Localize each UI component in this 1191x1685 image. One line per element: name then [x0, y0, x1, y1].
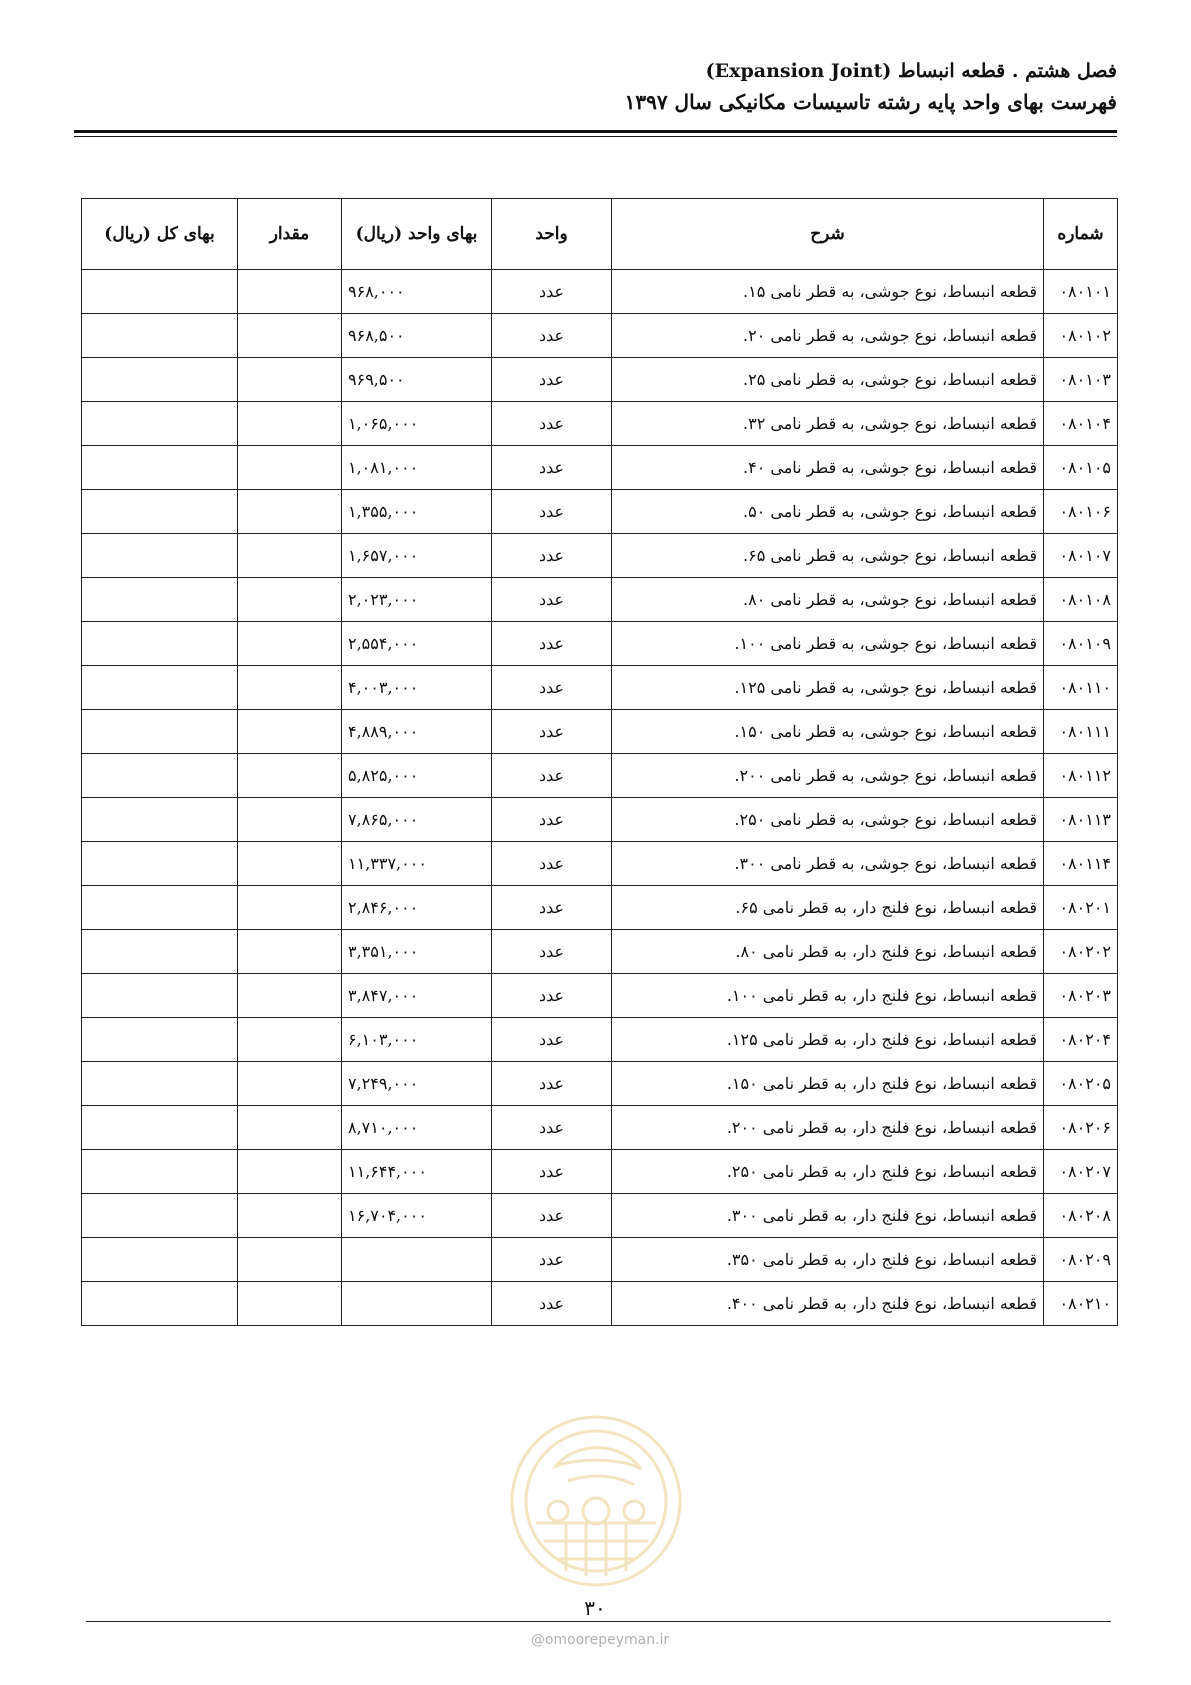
header-rule-thick	[74, 130, 1117, 133]
table-body	[82, 270, 1118, 1326]
cell-quantity	[238, 622, 342, 666]
cell-description: قطعه انبساط، نوع جوشی، به قطر نامی ۸۰.	[612, 578, 1044, 622]
cell-total-price	[82, 1018, 238, 1062]
cell-quantity	[238, 754, 342, 798]
table-row	[82, 1150, 1118, 1194]
cell-total-price	[82, 622, 238, 666]
cell-unit-price	[342, 1238, 492, 1282]
cell-quantity	[238, 402, 342, 446]
table-row	[82, 578, 1118, 622]
cell-unit: عدد	[492, 974, 612, 1018]
cell-unit: عدد	[492, 1106, 612, 1150]
cell-unit-price	[342, 1282, 492, 1326]
cell-description: قطعه انبساط، نوع فلنج دار، به قطر نامی ۴۰۰.	[612, 1282, 1044, 1326]
table-row	[82, 930, 1118, 974]
table-row	[82, 1194, 1118, 1238]
cell-description: قطعه انبساط، نوع جوشی، به قطر نامی ۱۵۰.	[612, 710, 1044, 754]
cell-unit: عدد	[492, 930, 612, 974]
table-row	[82, 666, 1118, 710]
cell-total-price	[82, 1062, 238, 1106]
website-watermark: @omoorepeyman.ir	[530, 1632, 670, 1648]
cell-total-price	[82, 270, 238, 314]
cell-total-price	[82, 666, 238, 710]
cell-unit-price: ۲,۸۴۶,۰۰۰	[342, 886, 492, 930]
cell-number: ۰۸۰۱۰۴	[1044, 402, 1118, 446]
cell-unit: عدد	[492, 886, 612, 930]
cell-quantity	[238, 710, 342, 754]
cell-unit: عدد	[492, 314, 612, 358]
chapter-title: فصل هشتم . قطعه انبساط (Expansion Joint)	[705, 60, 1117, 82]
cell-unit-price: ۷,۲۴۹,۰۰۰	[342, 1062, 492, 1106]
header-rule-thin	[74, 136, 1117, 137]
cell-total-price	[82, 886, 238, 930]
cell-unit: عدد	[492, 490, 612, 534]
cell-quantity	[238, 314, 342, 358]
cell-unit: عدد	[492, 710, 612, 754]
cell-number: ۰۸۰۱۱۴	[1044, 842, 1118, 886]
cell-description: قطعه انبساط، نوع فلنج دار، به قطر نامی ۲۰۰.	[612, 1106, 1044, 1150]
cell-unit-price: ۹۶۹,۵۰۰	[342, 358, 492, 402]
cell-total-price	[82, 1282, 238, 1326]
cell-number: ۰۸۰۱۱۰	[1044, 666, 1118, 710]
cell-description: قطعه انبساط، نوع جوشی، به قطر نامی ۴۰.	[612, 446, 1044, 490]
cell-description: قطعه انبساط، نوع فلنج دار، به قطر نامی ۸۰.	[612, 930, 1044, 974]
cell-quantity	[238, 798, 342, 842]
cell-total-price	[82, 798, 238, 842]
cell-unit: عدد	[492, 1238, 612, 1282]
cell-unit: عدد	[492, 358, 612, 402]
cell-total-price	[82, 402, 238, 446]
cell-unit-price: ۳,۸۴۷,۰۰۰	[342, 974, 492, 1018]
cell-unit-price: ۹۶۸,۰۰۰	[342, 270, 492, 314]
cell-quantity	[238, 842, 342, 886]
cell-number: ۰۸۰۲۰۵	[1044, 1062, 1118, 1106]
cell-unit: عدد	[492, 798, 612, 842]
cell-unit-price: ۴,۰۰۳,۰۰۰	[342, 666, 492, 710]
cell-unit: عدد	[492, 270, 612, 314]
cell-description: قطعه انبساط، نوع جوشی، به قطر نامی ۳۰۰.	[612, 842, 1044, 886]
cell-quantity	[238, 578, 342, 622]
cell-quantity	[238, 1150, 342, 1194]
cell-unit: عدد	[492, 754, 612, 798]
cell-number: ۰۸۰۱۰۵	[1044, 446, 1118, 490]
cell-total-price	[82, 1238, 238, 1282]
cell-unit-price: ۱۱,۳۳۷,۰۰۰	[342, 842, 492, 886]
cell-unit-price: ۶,۱۰۳,۰۰۰	[342, 1018, 492, 1062]
footer-rule	[86, 1621, 1111, 1622]
cell-description: قطعه انبساط، نوع فلنج دار، به قطر نامی ۳۰۰.	[612, 1194, 1044, 1238]
col-header-number: شماره	[1044, 199, 1118, 270]
cell-unit-price: ۲,۰۲۳,۰۰۰	[342, 578, 492, 622]
cell-quantity	[238, 490, 342, 534]
cell-number: ۰۸۰۲۰۷	[1044, 1150, 1118, 1194]
cell-quantity	[238, 930, 342, 974]
page-header	[74, 56, 1117, 118]
cell-unit-price: ۸,۷۱۰,۰۰۰	[342, 1106, 492, 1150]
cell-unit: عدد	[492, 1282, 612, 1326]
cell-number: ۰۸۰۲۰۹	[1044, 1238, 1118, 1282]
cell-description: قطعه انبساط، نوع فلنج دار، به قطر نامی ۲۵۰.	[612, 1150, 1044, 1194]
cell-total-price	[82, 534, 238, 578]
table-row	[82, 446, 1118, 490]
cell-unit-price: ۱,۰۸۱,۰۰۰	[342, 446, 492, 490]
cell-number: ۰۸۰۱۰۱	[1044, 270, 1118, 314]
table-row	[82, 1062, 1118, 1106]
cell-number: ۰۸۰۱۰۷	[1044, 534, 1118, 578]
cell-number: ۰۸۰۱۱۳	[1044, 798, 1118, 842]
cell-unit-price: ۷,۸۶۵,۰۰۰	[342, 798, 492, 842]
cell-quantity	[238, 1106, 342, 1150]
cell-number: ۰۸۰۲۰۲	[1044, 930, 1118, 974]
cell-unit: عدد	[492, 1018, 612, 1062]
cell-description: قطعه انبساط، نوع جوشی، به قطر نامی ۶۵.	[612, 534, 1044, 578]
cell-number: ۰۸۰۲۰۱	[1044, 886, 1118, 930]
cell-number: ۰۸۰۱۰۹	[1044, 622, 1118, 666]
cell-description: قطعه انبساط، نوع جوشی، به قطر نامی ۲۵۰.	[612, 798, 1044, 842]
cell-description: قطعه انبساط، نوع جوشی، به قطر نامی ۲۰۰.	[612, 754, 1044, 798]
cell-unit-price: ۱,۳۵۵,۰۰۰	[342, 490, 492, 534]
cell-total-price	[82, 1106, 238, 1150]
cell-total-price	[82, 314, 238, 358]
cell-description: قطعه انبساط، نوع فلنج دار، به قطر نامی ۱۲۵.	[612, 1018, 1044, 1062]
table-row	[82, 886, 1118, 930]
cell-quantity	[238, 886, 342, 930]
cell-description: قطعه انبساط، نوع فلنج دار، به قطر نامی ۱۵۰.	[612, 1062, 1044, 1106]
cell-quantity	[238, 1282, 342, 1326]
cell-unit-price: ۴,۸۸۹,۰۰۰	[342, 710, 492, 754]
cell-number: ۰۸۰۲۰۳	[1044, 974, 1118, 1018]
cell-description: قطعه انبساط، نوع فلنج دار، به قطر نامی ۱۰۰.	[612, 974, 1044, 1018]
cell-total-price	[82, 754, 238, 798]
table-row	[82, 1238, 1118, 1282]
cell-quantity	[238, 666, 342, 710]
cell-unit: عدد	[492, 1194, 612, 1238]
table-row	[82, 358, 1118, 402]
table-row	[82, 1018, 1118, 1062]
cell-number: ۰۸۰۱۰۲	[1044, 314, 1118, 358]
cell-unit-price: ۹۶۸,۵۰۰	[342, 314, 492, 358]
cell-total-price	[82, 1194, 238, 1238]
cell-number: ۰۸۰۲۱۰	[1044, 1282, 1118, 1326]
table-row	[82, 710, 1118, 754]
col-header-total-price: بهای کل (ریال)	[82, 199, 238, 270]
cell-total-price	[82, 710, 238, 754]
col-header-unit: واحد	[492, 199, 612, 270]
table-row	[82, 402, 1118, 446]
cell-quantity	[238, 358, 342, 402]
cell-description: قطعه انبساط، نوع فلنج دار، به قطر نامی ۶۵.	[612, 886, 1044, 930]
cell-quantity	[238, 1194, 342, 1238]
col-header-unit-price: بهای واحد (ریال)	[342, 199, 492, 270]
cell-description: قطعه انبساط، نوع فلنج دار، به قطر نامی ۳۵۰.	[612, 1238, 1044, 1282]
cell-quantity	[238, 446, 342, 490]
cell-unit-price: ۳,۳۵۱,۰۰۰	[342, 930, 492, 974]
cell-number: ۰۸۰۱۰۸	[1044, 578, 1118, 622]
cell-unit: عدد	[492, 1062, 612, 1106]
cell-description: قطعه انبساط، نوع جوشی، به قطر نامی ۱۵.	[612, 270, 1044, 314]
table-row	[82, 314, 1118, 358]
cell-number: ۰۸۰۱۱۱	[1044, 710, 1118, 754]
cell-number: ۰۸۰۲۰۴	[1044, 1018, 1118, 1062]
cell-total-price	[82, 358, 238, 402]
table-row	[82, 1106, 1118, 1150]
cell-number: ۰۸۰۱۰۶	[1044, 490, 1118, 534]
cell-unit: عدد	[492, 622, 612, 666]
cell-total-price	[82, 1150, 238, 1194]
table-row	[82, 1282, 1118, 1326]
cell-unit: عدد	[492, 402, 612, 446]
cell-unit: عدد	[492, 534, 612, 578]
cell-number: ۰۸۰۲۰۸	[1044, 1194, 1118, 1238]
cell-quantity	[238, 974, 342, 1018]
table-row	[82, 622, 1118, 666]
page-number: ۳۰	[584, 1596, 606, 1620]
cell-unit: عدد	[492, 446, 612, 490]
cell-description: قطعه انبساط، نوع جوشی، به قطر نامی ۲۵.	[612, 358, 1044, 402]
cell-quantity	[238, 270, 342, 314]
cell-description: قطعه انبساط، نوع جوشی، به قطر نامی ۱۲۵.	[612, 666, 1044, 710]
table-row	[82, 754, 1118, 798]
cell-total-price	[82, 930, 238, 974]
cell-total-price	[82, 578, 238, 622]
cell-description: قطعه انبساط، نوع جوشی، به قطر نامی ۵۰.	[612, 490, 1044, 534]
table-row	[82, 534, 1118, 578]
cell-number: ۰۸۰۲۰۶	[1044, 1106, 1118, 1150]
cell-unit-price: ۱۶,۷۰۴,۰۰۰	[342, 1194, 492, 1238]
price-table	[81, 198, 1118, 1326]
table-header-row	[82, 199, 1118, 270]
table-row	[82, 798, 1118, 842]
table-row	[82, 842, 1118, 886]
table-row	[82, 490, 1118, 534]
col-header-quantity: مقدار	[238, 199, 342, 270]
cell-unit: عدد	[492, 842, 612, 886]
cell-total-price	[82, 974, 238, 1018]
cell-unit-price: ۵,۸۲۵,۰۰۰	[342, 754, 492, 798]
cell-unit-price: ۲,۵۵۴,۰۰۰	[342, 622, 492, 666]
cell-description: قطعه انبساط، نوع جوشی، به قطر نامی ۲۰.	[612, 314, 1044, 358]
cell-quantity	[238, 534, 342, 578]
cell-unit-price: ۱,۰۶۵,۰۰۰	[342, 402, 492, 446]
cell-description: قطعه انبساط، نوع جوشی، به قطر نامی ۳۲.	[612, 402, 1044, 446]
cell-unit: عدد	[492, 1150, 612, 1194]
cell-unit-price: ۱,۶۵۷,۰۰۰	[342, 534, 492, 578]
cell-total-price	[82, 490, 238, 534]
cell-quantity	[238, 1238, 342, 1282]
cell-number: ۰۸۰۱۰۳	[1044, 358, 1118, 402]
cell-unit-price: ۱۱,۶۴۴,۰۰۰	[342, 1150, 492, 1194]
table-row	[82, 270, 1118, 314]
cell-unit: عدد	[492, 666, 612, 710]
cell-description: قطعه انبساط، نوع جوشی، به قطر نامی ۱۰۰.	[612, 622, 1044, 666]
cell-number: ۰۸۰۱۱۲	[1044, 754, 1118, 798]
watermark-seal-icon	[506, 1411, 686, 1591]
col-header-description: شرح	[612, 199, 1044, 270]
cell-unit: عدد	[492, 578, 612, 622]
document-subtitle: فهرست بهای واحد پایه رشته تاسیسات مکانیکی سال ۱۳۹۷	[624, 90, 1117, 114]
table-row	[82, 974, 1118, 1018]
cell-total-price	[82, 446, 238, 490]
cell-total-price	[82, 842, 238, 886]
cell-quantity	[238, 1062, 342, 1106]
cell-quantity	[238, 1018, 342, 1062]
